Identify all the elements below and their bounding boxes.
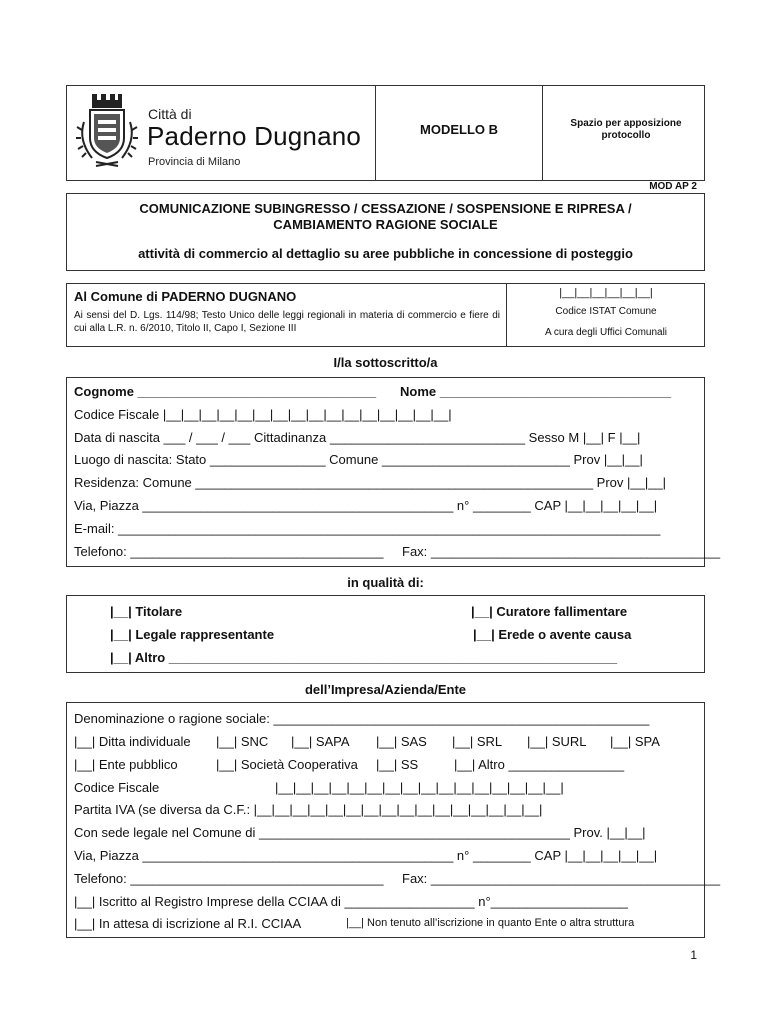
form-altro[interactable]: |__| Altro ________________	[454, 757, 625, 772]
birth-date-field[interactable]: Data di nascita ___ / ___ / ___ Cittadinanza ___________________________ Sesso M |__| F |__|	[74, 430, 641, 445]
phone-field[interactable]: Telefono: ___________________________________	[74, 544, 384, 559]
mod-code: MOD AP 2	[649, 181, 697, 192]
istat-code-boxes[interactable]: |__|__|__|__|__|__|	[559, 287, 653, 299]
protocol-space-label: Spazio per apposizione protocollo	[570, 118, 682, 141]
form-sapa[interactable]: |__| SAPA	[291, 734, 350, 749]
city-prefix: Città di	[148, 106, 192, 122]
residence-field[interactable]: Residenza: Comune _______________________________________________________ Prov |__|__|	[74, 475, 667, 490]
company-phone-field[interactable]: Telefono: ___________________________________	[74, 871, 384, 886]
checkbox-titolare[interactable]: |__| Titolare	[110, 604, 183, 619]
company-tax-code-label: Codice Fiscale	[74, 780, 160, 795]
company-address-field[interactable]: Via, Piazza ___________________________________________ n° ________ CAP |__|__|__|__|__|	[74, 848, 658, 863]
header-divider-2	[542, 85, 543, 181]
istat-note: A cura degli Uffici Comunali	[544, 327, 668, 338]
title-line-2: CAMBIAMENTO RAGIONE SOCIALE	[273, 217, 498, 232]
birth-place-field[interactable]: Luogo di nascita: Stato ________________ Comune __________________________ Prov |__|__|	[74, 452, 643, 467]
form-ss[interactable]: |__| SS	[376, 757, 419, 772]
city-coat-of-arms-icon	[74, 92, 140, 172]
form-snc[interactable]: |__| SNC	[216, 734, 269, 749]
form-spa[interactable]: |__| SPA	[610, 734, 660, 749]
surname-field[interactable]: Cognome _________________________________	[74, 384, 377, 399]
province-label: Provincia di Milano	[148, 156, 241, 168]
title-line-1: COMUNICAZIONE SUBINGRESSO / CESSAZIONE / SOSPENSIONE E RIPRESA /	[139, 201, 632, 216]
name-field[interactable]: Nome ________________________________	[400, 384, 672, 399]
city-name: Paderno Dugnano	[147, 121, 362, 151]
form-sas[interactable]: |__| SAS	[376, 734, 427, 749]
recipient-heading: Al Comune di PADERNO DUGNANO	[74, 289, 297, 304]
page-number: 1	[690, 948, 697, 962]
fax-field[interactable]: Fax: ________________________________________	[402, 544, 721, 559]
checkbox-non-tenuto[interactable]: |__| Non tenuto all’iscrizione in quanto Ente o altra struttura	[346, 917, 635, 929]
signatory-box	[66, 377, 705, 567]
company-name-field[interactable]: Denominazione o ragione sociale: ____________________________________________________	[74, 711, 650, 726]
recipient-legal-text: Ai sensi del D. Lgs. 114/98; Testo Unico delle leggi regionali in materia di commercio e fiere di cui alla L.R. n. 6/2010, Titolo II, Capo I, Sezione III	[74, 310, 500, 334]
capacity-heading: in qualità di:	[347, 575, 424, 590]
checkbox-altro[interactable]: |__| Altro ______________________________________________________________	[110, 650, 618, 665]
checkbox-registro-imprese[interactable]: |__| Iscritto al Registro Imprese della CCIAA di __________________ n°___________________	[74, 894, 629, 909]
checkbox-erede[interactable]: |__| Erede o avente causa	[473, 627, 632, 642]
checkbox-curatore[interactable]: |__| Curatore fallimentare	[471, 604, 628, 619]
registered-office-field[interactable]: Con sede legale nel Comune di ___________________________________________ Prov. |__|__|	[74, 825, 646, 840]
form-ditta-individuale[interactable]: |__| Ditta individuale	[74, 734, 191, 749]
form-societa-cooperativa[interactable]: |__| Società Cooperativa	[216, 757, 358, 772]
signatory-heading: I/la sottoscritto/a	[333, 355, 438, 370]
company-heading: dell’Impresa/Azienda/Ente	[304, 682, 467, 697]
checkbox-legale-rappresentante[interactable]: |__| Legale rappresentante	[110, 627, 275, 642]
company-fax-field[interactable]: Fax: ________________________________________	[402, 871, 721, 886]
title-subtitle: attività di commercio al dettaglio su aree pubbliche in concessione di posteggio	[138, 246, 633, 261]
form-srl[interactable]: |__| SRL	[452, 734, 503, 749]
company-tax-code-field[interactable]: |__|__|__|__|__|__|__|__|__|__|__|__|__|__|__|__|	[275, 780, 564, 795]
form-ente-pubblico[interactable]: |__| Ente pubblico	[74, 757, 178, 772]
form-surl[interactable]: |__| SURL	[527, 734, 587, 749]
address-field[interactable]: Via, Piazza ___________________________________________ n° ________ CAP |__|__|__|__|__|	[74, 498, 658, 513]
istat-label: Codice ISTAT Comune	[555, 306, 657, 317]
tax-code-field[interactable]: Codice Fiscale |__|__|__|__|__|__|__|__|__|__|__|__|__|__|__|__|	[74, 407, 452, 422]
checkbox-attesa-iscrizione[interactable]: |__| In attesa di iscrizione al R.I. CCIAA	[74, 916, 302, 931]
email-field[interactable]: E-mail: ___________________________________________________________________________	[74, 521, 661, 536]
model-label: MODELLO B	[420, 122, 498, 137]
vat-number-field[interactable]: Partita IVA (se diversa da C.F.: |__|__|__|__|__|__|__|__|__|__|__|__|__|__|__|__|	[74, 802, 543, 817]
